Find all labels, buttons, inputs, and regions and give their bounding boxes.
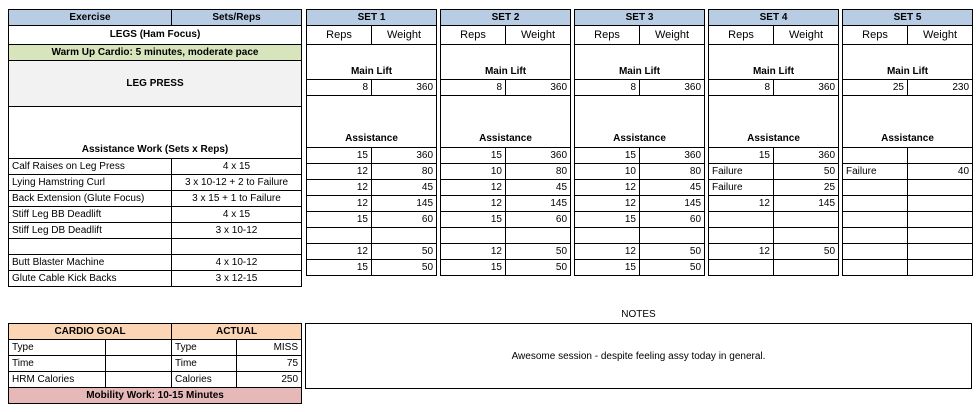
set-row [575, 148, 705, 164]
set-weight[interactable] [908, 212, 973, 228]
cardio-goal-header: CARDIO GOAL [9, 324, 172, 340]
set-row [307, 244, 437, 260]
set-row [307, 196, 437, 212]
set-weight[interactable] [908, 228, 973, 244]
cardio-table [8, 323, 302, 404]
set-reps[interactable]: 12 [307, 196, 372, 212]
exercise-sets: 4 x 15 [172, 207, 302, 223]
exercise-row [9, 207, 302, 223]
exercise-sets: 3 x 15 + 1 to Failure [172, 191, 302, 207]
set-reps[interactable]: 12 [307, 180, 372, 196]
set-weight[interactable]: 50 [506, 244, 571, 260]
weight-label: Weight [506, 26, 571, 45]
set-reps[interactable]: 15 [441, 148, 506, 164]
set-reps[interactable]: 10 [441, 164, 506, 180]
set-title: SET 2 [441, 10, 571, 26]
set-row [575, 244, 705, 260]
set-table-2 [440, 9, 571, 276]
set-weight[interactable] [506, 228, 571, 244]
set-reps[interactable]: 12 [709, 244, 774, 260]
set-reps[interactable]: 15 [441, 260, 506, 276]
set-weight[interactable]: 50 [640, 260, 705, 276]
cardio-row [9, 340, 302, 356]
set-row [441, 212, 571, 228]
set-row [575, 260, 705, 276]
cardio-goal-label: Time [9, 356, 106, 372]
exercise-row [9, 255, 302, 271]
main-reps[interactable]: 8 [575, 80, 640, 96]
set-weight[interactable] [774, 260, 839, 276]
set-weight[interactable]: 80 [640, 164, 705, 180]
set-row [441, 196, 571, 212]
set-row [575, 228, 705, 244]
exercise-table [8, 9, 302, 287]
set-row [575, 164, 705, 180]
set-reps[interactable]: 12 [575, 180, 640, 196]
main-lift-label: Main Lift [843, 45, 973, 80]
assistance-label: Assistance [307, 96, 437, 148]
set-weight[interactable]: 50 [774, 244, 839, 260]
exercise-name: Calf Raises on Leg Press [9, 159, 172, 175]
set-row [843, 228, 973, 244]
set-row [441, 148, 571, 164]
set-reps[interactable] [843, 196, 908, 212]
set-reps[interactable]: 15 [575, 260, 640, 276]
set-reps[interactable] [843, 148, 908, 164]
main-lift-name: LEG PRESS [9, 61, 302, 107]
set-row [709, 260, 839, 276]
set-reps[interactable] [843, 180, 908, 196]
exercise-row [9, 159, 302, 175]
main-weight[interactable]: 360 [640, 80, 705, 96]
set-title: SET 4 [709, 10, 839, 26]
exercise-row [9, 239, 302, 255]
set-reps[interactable] [843, 260, 908, 276]
set-row [307, 180, 437, 196]
set-reps[interactable] [843, 228, 908, 244]
set-row [575, 180, 705, 196]
exercise-name: Lying Hamstring Curl [9, 175, 172, 191]
set-reps[interactable]: 15 [709, 148, 774, 164]
main-lift-label: Main Lift [307, 45, 437, 80]
set-reps[interactable] [575, 228, 640, 244]
exercise-name: Stiff Leg DB Deadlift [9, 223, 172, 239]
reps-label: Reps [441, 26, 506, 45]
set-reps[interactable]: Failure [709, 180, 774, 196]
set-reps[interactable]: 15 [307, 148, 372, 164]
set-weight[interactable] [908, 244, 973, 260]
exercise-row [9, 223, 302, 239]
col-exercise-header: Exercise [9, 10, 172, 26]
weight-label: Weight [908, 26, 973, 45]
set-row [843, 148, 973, 164]
set-row [843, 180, 973, 196]
set-weight[interactable]: 80 [506, 164, 571, 180]
set-table-5 [842, 9, 973, 276]
main-weight[interactable]: 360 [774, 80, 839, 96]
set-row [843, 212, 973, 228]
cardio-actual-label: Calories [172, 372, 237, 388]
set-reps[interactable] [843, 244, 908, 260]
set-weight[interactable]: 50 [774, 164, 839, 180]
cardio-actual-label: Time [172, 356, 237, 372]
cardio-goal-value[interactable] [106, 340, 172, 356]
set-weight[interactable]: 50 [506, 260, 571, 276]
set-weight[interactable]: 60 [506, 212, 571, 228]
exercise-sets [172, 239, 302, 255]
exercise-sets: 3 x 12-15 [172, 271, 302, 287]
set-reps[interactable]: 12 [307, 164, 372, 180]
set-row [709, 148, 839, 164]
set-title: SET 3 [575, 10, 705, 26]
set-reps[interactable]: 15 [307, 260, 372, 276]
set-weight[interactable]: 25 [774, 180, 839, 196]
main-lift-label: Main Lift [709, 45, 839, 80]
main-weight[interactable]: 360 [372, 80, 437, 96]
set-row [709, 180, 839, 196]
cardio-row [9, 356, 302, 372]
main-weight[interactable]: 230 [908, 80, 973, 96]
notes-box[interactable] [305, 323, 972, 389]
set-reps[interactable]: 12 [709, 196, 774, 212]
set-reps[interactable]: Failure [843, 164, 908, 180]
set-weight[interactable]: 360 [640, 148, 705, 164]
set-title: SET 1 [307, 10, 437, 26]
warmup-cell: Warm Up Cardio: 5 minutes, moderate pace [9, 45, 302, 61]
set-title: SET 5 [843, 10, 973, 26]
set-row [307, 228, 437, 244]
set-weight[interactable]: 40 [908, 164, 973, 180]
assistance-label: Assistance [441, 96, 571, 148]
set-reps[interactable] [441, 228, 506, 244]
set-row [441, 228, 571, 244]
assistance-label: Assistance [709, 96, 839, 148]
set-reps[interactable]: 12 [575, 244, 640, 260]
exercise-row [9, 191, 302, 207]
set-weight[interactable]: 45 [506, 180, 571, 196]
reps-label: Reps [575, 26, 640, 45]
exercise-name: Butt Blaster Machine [9, 255, 172, 271]
set-row [441, 260, 571, 276]
set-reps[interactable] [307, 228, 372, 244]
main-lift-label: Main Lift [441, 45, 571, 80]
assistance-label: Assistance [843, 96, 973, 148]
main-lift-label: Main Lift [575, 45, 705, 80]
cardio-goal-value[interactable] [106, 372, 172, 388]
set-weight[interactable]: 145 [372, 196, 437, 212]
main-reps[interactable]: 25 [843, 80, 908, 96]
set-reps[interactable]: 15 [307, 212, 372, 228]
cardio-row [9, 372, 302, 388]
set-row [709, 212, 839, 228]
exercise-sets: 4 x 15 [172, 159, 302, 175]
reps-label: Reps [307, 26, 372, 45]
set-weight[interactable] [908, 180, 973, 196]
set-weight[interactable]: 360 [372, 148, 437, 164]
cardio-actual-value[interactable]: 75 [237, 356, 302, 372]
set-weight[interactable] [372, 228, 437, 244]
main-reps[interactable]: 8 [709, 80, 774, 96]
assistance-label: Assistance [575, 96, 705, 148]
set-reps[interactable]: 12 [441, 244, 506, 260]
mobility-cell: Mobility Work: 10-15 Minutes [9, 388, 302, 404]
set-row [843, 164, 973, 180]
cardio-goal-label: HRM Calories [9, 372, 106, 388]
set-weight[interactable] [774, 212, 839, 228]
exercise-row [9, 175, 302, 191]
set-weight[interactable] [908, 148, 973, 164]
weight-label: Weight [372, 26, 437, 45]
set-reps[interactable]: 12 [441, 196, 506, 212]
set-reps[interactable] [709, 212, 774, 228]
set-row [575, 212, 705, 228]
set-row [307, 164, 437, 180]
set-weight[interactable]: 145 [640, 196, 705, 212]
set-reps[interactable]: 12 [441, 180, 506, 196]
cardio-actual-header: ACTUAL [172, 324, 302, 340]
set-weight[interactable]: 45 [640, 180, 705, 196]
set-reps[interactable]: 12 [307, 244, 372, 260]
set-weight[interactable]: 145 [506, 196, 571, 212]
set-row [441, 164, 571, 180]
set-weight[interactable]: 145 [774, 196, 839, 212]
set-weight[interactable]: 50 [372, 260, 437, 276]
set-weight[interactable]: 360 [774, 148, 839, 164]
exercise-sets: 3 x 10-12 + 2 to Failure [172, 175, 302, 191]
set-table-4 [708, 9, 839, 276]
reps-label: Reps [843, 26, 908, 45]
set-row [709, 244, 839, 260]
set-reps[interactable]: 10 [575, 164, 640, 180]
assistance-header: Assistance Work (Sets x Reps) [9, 107, 302, 159]
set-reps[interactable] [843, 212, 908, 228]
set-row [441, 180, 571, 196]
exercise-name: Back Extension (Glute Focus) [9, 191, 172, 207]
set-row [843, 260, 973, 276]
set-weight[interactable]: 50 [640, 244, 705, 260]
cardio-actual-label: Type [172, 340, 237, 356]
set-row [307, 260, 437, 276]
set-weight[interactable]: 80 [372, 164, 437, 180]
reps-label: Reps [709, 26, 774, 45]
col-setsreps-header: Sets/Reps [172, 10, 302, 26]
notes-label: NOTES [621, 309, 656, 320]
set-row [575, 196, 705, 212]
set-reps[interactable]: 15 [575, 148, 640, 164]
set-table-1 [306, 9, 437, 276]
exercise-name: Stiff Leg BB Deadlift [9, 207, 172, 223]
set-row [709, 228, 839, 244]
set-weight[interactable] [908, 260, 973, 276]
set-row [843, 196, 973, 212]
set-row [441, 244, 571, 260]
set-row [843, 244, 973, 260]
exercise-sets: 4 x 10-12 [172, 255, 302, 271]
set-weight[interactable]: 360 [506, 148, 571, 164]
set-reps[interactable]: 12 [575, 196, 640, 212]
set-weight[interactable] [774, 228, 839, 244]
set-weight[interactable] [908, 196, 973, 212]
set-row [307, 212, 437, 228]
set-weight[interactable] [640, 228, 705, 244]
exercise-name [9, 239, 172, 255]
cardio-actual-value[interactable]: MISS [237, 340, 302, 356]
exercise-name: Glute Cable Kick Backs [9, 271, 172, 287]
set-weight[interactable]: 60 [640, 212, 705, 228]
set-reps[interactable]: Failure [709, 164, 774, 180]
set-row [709, 196, 839, 212]
cardio-goal-label: Type [9, 340, 106, 356]
set-reps[interactable] [709, 228, 774, 244]
main-reps[interactable]: 8 [441, 80, 506, 96]
main-reps[interactable]: 8 [307, 80, 372, 96]
exercise-sets: 3 x 10-12 [172, 223, 302, 239]
workout-title: LEGS (Ham Focus) [9, 26, 302, 45]
set-weight[interactable]: 60 [372, 212, 437, 228]
set-reps[interactable]: 15 [441, 212, 506, 228]
weight-label: Weight [640, 26, 705, 45]
cardio-goal-value[interactable] [106, 356, 172, 372]
set-row [307, 148, 437, 164]
set-reps[interactable] [709, 260, 774, 276]
weight-label: Weight [774, 26, 839, 45]
set-table-3 [574, 9, 705, 276]
cardio-actual-value[interactable]: 250 [237, 372, 302, 388]
set-weight[interactable]: 45 [372, 180, 437, 196]
set-row [709, 164, 839, 180]
main-weight[interactable]: 360 [506, 80, 571, 96]
exercise-row [9, 271, 302, 287]
set-reps[interactable]: 15 [575, 212, 640, 228]
set-weight[interactable]: 50 [372, 244, 437, 260]
notes-text: Awesome session - despite feeling assy today in general. [511, 350, 766, 362]
